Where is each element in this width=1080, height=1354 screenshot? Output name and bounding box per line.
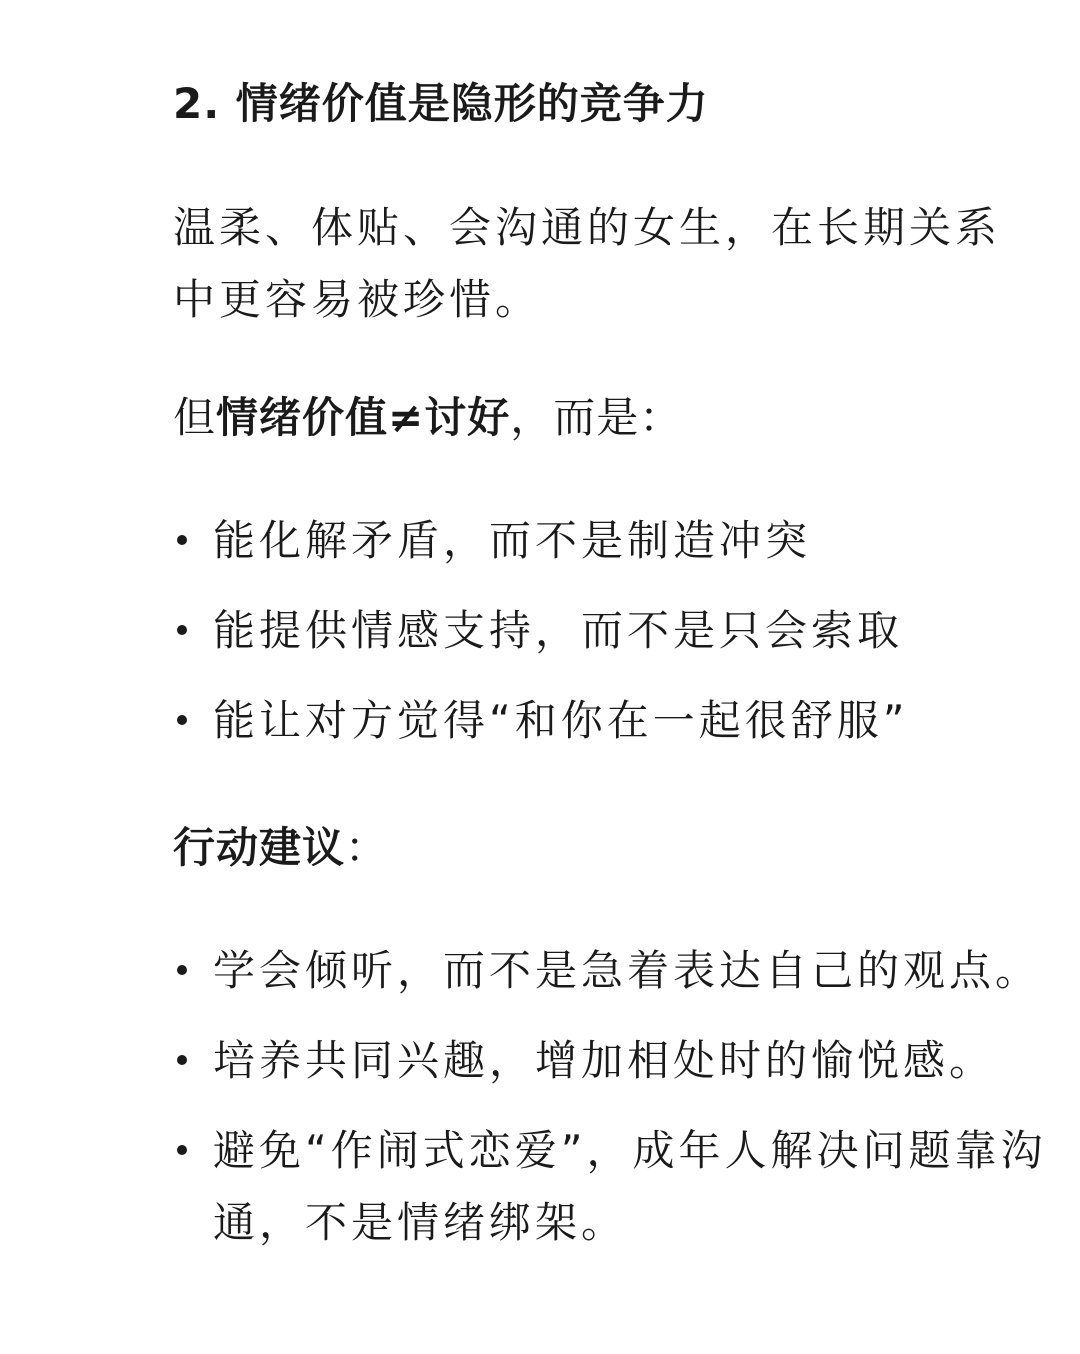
- action-label: 行动建议: [173, 823, 346, 872]
- statement-suffix: ，而是：: [510, 393, 683, 442]
- bullet-icon: [177, 965, 187, 975]
- list-item-text: 能提供情感支持，而不是只会索取: [213, 606, 904, 655]
- qualities-list: [173, 505, 1053, 757]
- list-item: [173, 685, 1053, 757]
- list-item: [173, 505, 1053, 577]
- list-item-text: 能化解矛盾，而不是制造冲突: [213, 516, 812, 565]
- bullet-icon: [177, 1145, 187, 1155]
- list-item: [173, 1115, 1053, 1259]
- list-item-text: 避免“作闹式恋爱”，成年人解决问题靠沟通，不是情绪绑架。: [213, 1126, 1047, 1247]
- statement-bold: 情绪价值≠讨好: [216, 393, 511, 442]
- list-item-text: 能让对方觉得“和你在一起很舒服”: [213, 696, 909, 745]
- statement-line: [173, 388, 682, 448]
- list-item-text: 学会倾听，而不是急着表达自己的观点。: [213, 946, 1042, 995]
- action-colon: ：: [345, 823, 389, 872]
- action-heading: [173, 818, 388, 878]
- suggestions-list: [173, 935, 1053, 1259]
- section-heading: 2. 情绪价值是隐形的竞争力: [173, 79, 709, 128]
- list-item-text: 培养共同兴趣，增加相处时的愉悦感。: [213, 1036, 996, 1085]
- bullet-icon: [177, 1055, 187, 1065]
- statement-prefix: 但: [173, 393, 217, 442]
- bullet-icon: [177, 535, 187, 545]
- list-item: [173, 1025, 1053, 1097]
- list-item: [173, 935, 1053, 1007]
- bullet-icon: [177, 625, 187, 635]
- bullet-icon: [177, 715, 187, 725]
- list-item: [173, 595, 1053, 667]
- intro-paragraph: 温柔、体贴、会沟通的女生，在长期关系中更容易被珍惜。: [173, 203, 1002, 324]
